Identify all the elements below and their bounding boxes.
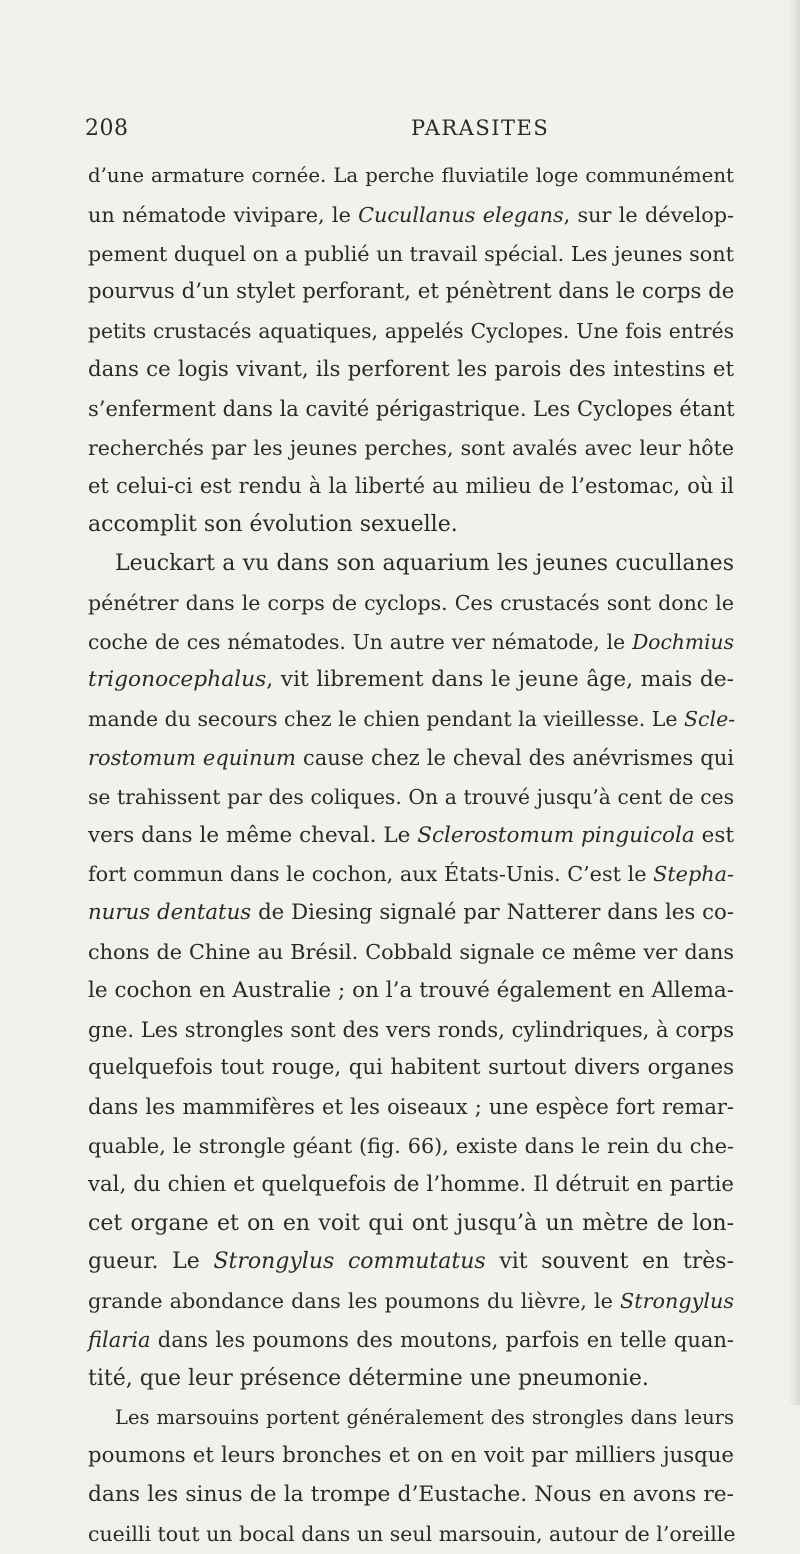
text-line <box>88 429 734 468</box>
text-segment: mande du secours chez le chien pendant la vieillesse. Le <box>88 707 685 732</box>
italic-term: trigonocephalus <box>88 667 267 693</box>
text-segment: petits crustacés aquatiques, appelés Cyclopes. Une fois entrés <box>88 319 734 344</box>
text-line <box>88 700 734 739</box>
page-edge-shadow <box>788 0 800 1405</box>
text-line <box>88 157 734 196</box>
text-segment: se trahissent par des coliques. On a trouvé jusqu’à cent de ces <box>88 784 734 809</box>
italic-term: Scle- <box>684 707 736 732</box>
page-number: 208 <box>85 116 129 141</box>
text-line <box>88 1282 734 1321</box>
text-segment: , vit librement dans le jeune âge, mais de- <box>266 667 734 693</box>
text-segment: accomplit son évolution sexuelle. <box>88 512 458 538</box>
text-segment: chons de Chine au Brésil. Cobbald signale ce même ver dans <box>88 939 734 964</box>
text-line <box>88 778 734 817</box>
text-segment: un nématode vivipare, le <box>88 202 359 227</box>
text-line <box>88 1360 734 1399</box>
text-line <box>88 817 734 856</box>
text-line <box>88 1205 734 1244</box>
text-segment: vit souvent en très- <box>485 1249 734 1275</box>
text-segment: et celui-ci est rendu à la liberté au milieu de l’estomac, où il <box>88 474 734 499</box>
text-segment: Leuckart a vu dans son aquarium les jeunes cucullanes <box>115 550 734 576</box>
text-segment: quable, le strongle géant (fig. 66), existe dans le rein du che- <box>88 1133 734 1158</box>
text-line <box>88 506 734 545</box>
italic-term: rostomum equinum <box>88 745 296 770</box>
text-segment: poumons et leurs bronches et on en voit par milliers jusque <box>88 1443 734 1469</box>
text-segment: d’une armature cornée. La perche fluviatile loge communément <box>88 164 734 187</box>
text-segment: de Diesing signalé par Natterer dans les co- <box>251 900 734 926</box>
text-segment: le cochon en Australie ; on l’a trouvé également en Allema- <box>88 977 734 1003</box>
text-segment: tité, que leur présence détermine une pneumonie. <box>88 1365 649 1391</box>
text-line <box>88 273 734 312</box>
text-line <box>88 390 734 429</box>
text-line <box>88 545 734 584</box>
italic-term: Strongylus commutatus <box>213 1249 486 1275</box>
text-segment: quelquefois tout rouge, qui habitent surtout divers organes <box>88 1055 734 1081</box>
text-line <box>88 1243 734 1282</box>
text-segment: grande abondance dans les poumons du lièvre, le <box>88 1289 621 1314</box>
text-line <box>88 1321 734 1360</box>
text-line <box>88 467 734 506</box>
text-segment: est <box>694 822 734 848</box>
text-segment: val, du chien et quelquefois de l’homme. Il détruit en partie <box>88 1171 734 1197</box>
text-segment: pourvus d’un stylet perforant, et pénètrent dans le corps de <box>88 279 735 305</box>
running-title: PARASITES <box>411 116 550 140</box>
text-segment: cet organe et on en voit qui ont jusqu’à un mètre de lon- <box>88 1210 734 1236</box>
text-line <box>88 1399 734 1438</box>
text-segment: cueilli tout un bocal dans un seul marsouin, autour de l’oreille <box>88 1521 736 1546</box>
text-line <box>88 1127 734 1166</box>
text-line <box>88 312 734 351</box>
text-line <box>88 623 734 662</box>
text-line <box>88 855 734 894</box>
text-line <box>88 894 734 933</box>
italic-term: Stepha- <box>653 862 734 887</box>
text-line <box>88 739 734 778</box>
text-segment: dans les sinus de la trompe d’Eustache. Nous en avons re- <box>88 1482 734 1508</box>
text-segment: gne. Les strongles sont des vers ronds, cylindriques, à corps <box>88 1017 734 1042</box>
text-line <box>88 1166 734 1205</box>
text-line <box>88 661 734 700</box>
italic-term: Dochmius <box>632 629 734 654</box>
text-segment: vers dans le même cheval. Le <box>88 822 418 848</box>
text-segment: coche de ces nématodes. Un autre ver nématode, le <box>88 629 633 654</box>
text-line <box>88 1437 734 1476</box>
text-line <box>88 1088 734 1127</box>
text-segment: pénétrer dans le corps de cyclops. Ces crustacés sont donc le <box>88 590 734 615</box>
text-segment: dans les mammifères et les oiseaux ; une espèce fort remar- <box>88 1095 734 1120</box>
text-segment: recherchés par les jeunes perches, sont avalés avec leur hôte <box>88 435 734 460</box>
italic-term: Cucullanus elegans <box>358 202 564 227</box>
italic-term: filaria <box>88 1327 151 1352</box>
italic-term: Sclerostomum pinguicola <box>417 822 695 848</box>
text-line <box>88 1515 734 1554</box>
text-line <box>88 972 734 1011</box>
text-segment: cause chez le cheval des anévrismes qui <box>295 745 734 770</box>
text-line <box>88 1011 734 1050</box>
text-line <box>88 1049 734 1088</box>
text-segment: Les marsouins portent généralement des strongles dans leurs <box>115 1405 734 1429</box>
text-segment: s’enferment dans la cavité périgastrique. Les Cyclopes étant <box>88 396 735 421</box>
text-line <box>88 933 734 972</box>
text-segment: pement duquel on a publié un travail spécial. Les jeunes sont <box>88 241 734 266</box>
text-segment: dans les poumons des moutons, parfois en telle quan- <box>150 1327 734 1352</box>
text-line <box>88 196 734 235</box>
text-segment: dans ce logis vivant, ils perforent les parois des intestins et <box>88 356 734 382</box>
text-segment: , sur le dévelop- <box>563 202 734 227</box>
text-line <box>88 584 734 623</box>
page-header <box>85 116 725 150</box>
italic-term: Strongylus <box>620 1289 734 1314</box>
text-line <box>88 235 734 274</box>
body-text <box>88 157 734 1554</box>
text-segment: gueur. Le <box>88 1249 214 1275</box>
text-segment: fort commun dans le cochon, aux États-Unis. C’est le <box>88 862 654 887</box>
text-line <box>88 351 734 390</box>
text-line <box>88 1476 734 1515</box>
italic-term: nurus dentatus <box>88 900 252 926</box>
